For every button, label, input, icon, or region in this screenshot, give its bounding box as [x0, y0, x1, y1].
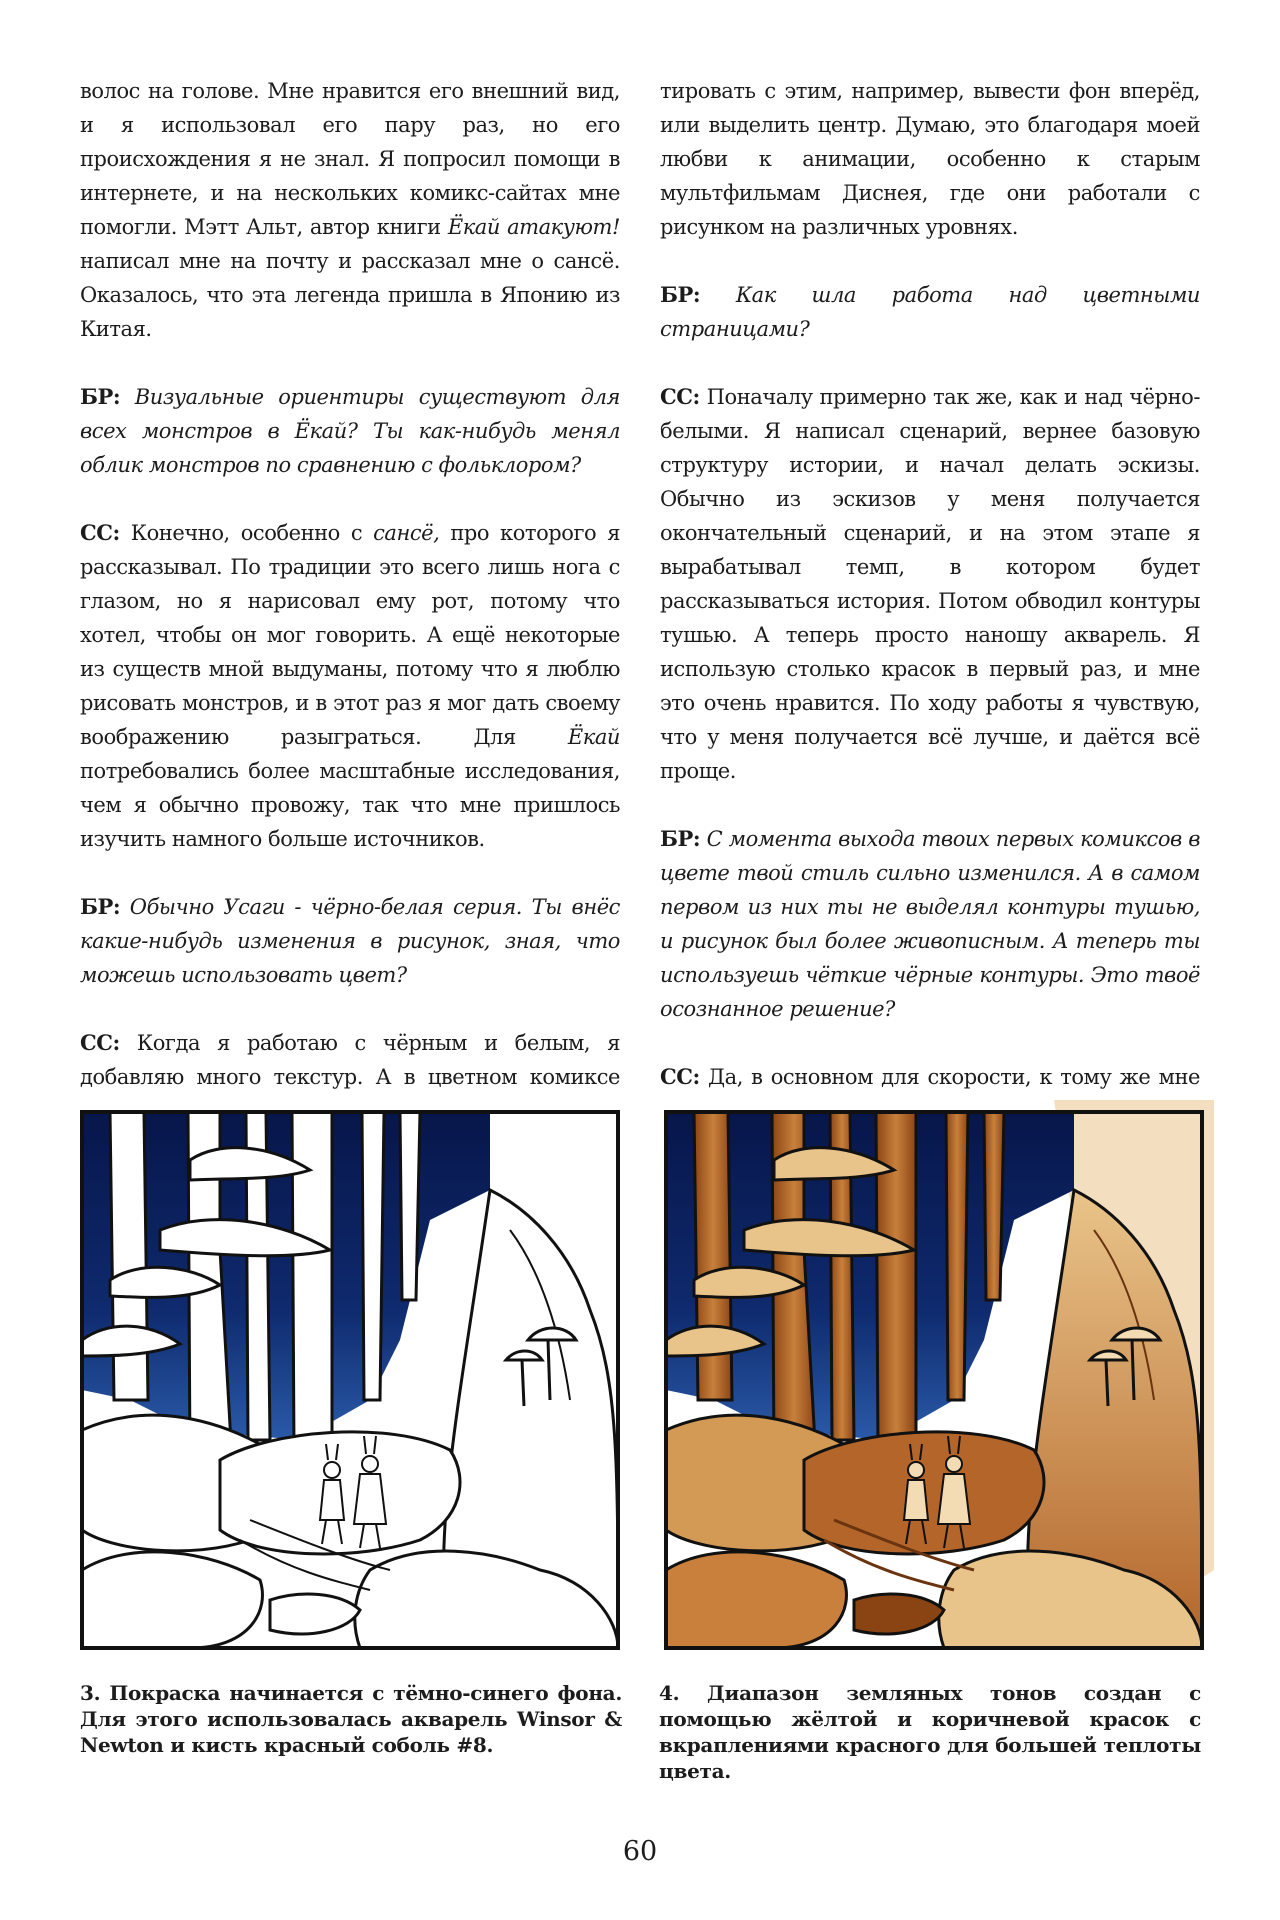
speaker-label: БР:: [660, 282, 701, 307]
interview-question: БР: Обычно Усаги - чёрно-белая серия. Ты внёс какие-нибудь изменения в рисунок, зная, что можешь использовать цвет?: [80, 894, 620, 987]
interview-question: БР: С момента выхода твоих первых комиксов в цвете твой стиль сильно изменился. А в самом первом из них ты не выделял контуры тушью, и рисунок был более живописным. А теперь ты используешь чёткие чёрные контуры. Это твоё осознанное решение?: [660, 826, 1200, 1021]
speaker-label: СС:: [80, 520, 120, 545]
page-number: 60: [622, 1836, 658, 1867]
paragraph: тировать с этим, например, вывести фон вперёд, или выделить центр. Думаю, это благодаря моей любви к анимации, особенно к старым мультфильмам Диснея, где они работали с рисунком на различных уровнях.: [660, 79, 1200, 239]
speaker-label: СС:: [80, 1030, 120, 1055]
text-column-left: [80, 74, 620, 1230]
interview-question: БР: Как шла работа над цветными страницами?: [660, 282, 1200, 341]
speaker-label: БР:: [80, 384, 121, 409]
speaker-label: СС:: [660, 1064, 700, 1089]
speaker-label: СС:: [660, 384, 700, 409]
figure-caption-3: 3. Покраска начинается с тёмно-синего фона. Для этого использовалась акварель Winsor & Newton и кисть красный соболь #8.: [80, 1681, 622, 1757]
speaker-label: БР:: [660, 826, 701, 851]
interview-answer: СС: Когда я работаю с чёрным и белым, я добавляю много текстур. А в цветном комиксе: [80, 1030, 620, 1089]
speaker-label: БР:: [80, 894, 121, 919]
book-title: Ёкай атакуют!: [447, 215, 620, 239]
interview-answer: СС: Поначалу примерно так же, как и над чёрно-белыми. Я написал сценарий, вернее базовую структуру истории, и начал делать эскизы. Обычно из эскизов у меня получается окончательный сценарий, и на этом этапе я вырабатывал темп, в котором будет рассказываться история. Потом обводил контуры тушью. А теперь просто наношу акварель. Я использую столько красок в первый раз, и мне это очень нравится. По ходу работы я чувствую, что у меня получается всё лучше, и даётся всё проще.: [660, 384, 1200, 783]
interview-answer: СС: Конечно, особенно с сансё, про которого я рассказывал. По традиции это всего лишь нога с глазом, но я нарисовал ему рот, потому что хотел, чтобы он мог говорить. А ещё некоторые из существ мной выдуманы, потому что я люблю рисовать монстров, и в этот раз я мог дать своему воображению разыграться. Для Ёкай потребовались более масштабные исследования, чем я обычно провожу, так что мне пришлось изучить намного больше источников.: [80, 520, 620, 851]
comic-panel-blue-stage: [70, 1100, 630, 1660]
paragraph: волос на голове. Мне нравится его внешний вид, и я использовал его пару раз, но его происхождения я не знал. Я попросил помощи в интернете, и на нескольких комикс-сайтах мне помогли. Мэтт Альт, автор книги Ёкай атакуют! написал мне на почту и рассказал мне о сансё. Оказалось, что эта легенда пришла в Японию из Китая.: [80, 79, 620, 341]
forest-illustration-sepia: [654, 1100, 1214, 1660]
interview-answer: СС: Да, в основном для скорости, к тому же мне: [660, 1064, 1200, 1089]
comic-panel-earth-tones-stage: [654, 1100, 1214, 1660]
forest-illustration-blue: [70, 1100, 630, 1660]
figure-caption-4: 4. Диапазон земляных тонов создан с помощью жёлтой и коричневой красок с вкраплениями красного для большей теплоты цвета.: [659, 1681, 1201, 1783]
interview-question: БР: Визуальные ориентиры существуют для всех монстров в Ёкай? Ты как-нибудь менял облик монстров по сравнению с фольклором?: [80, 384, 620, 477]
